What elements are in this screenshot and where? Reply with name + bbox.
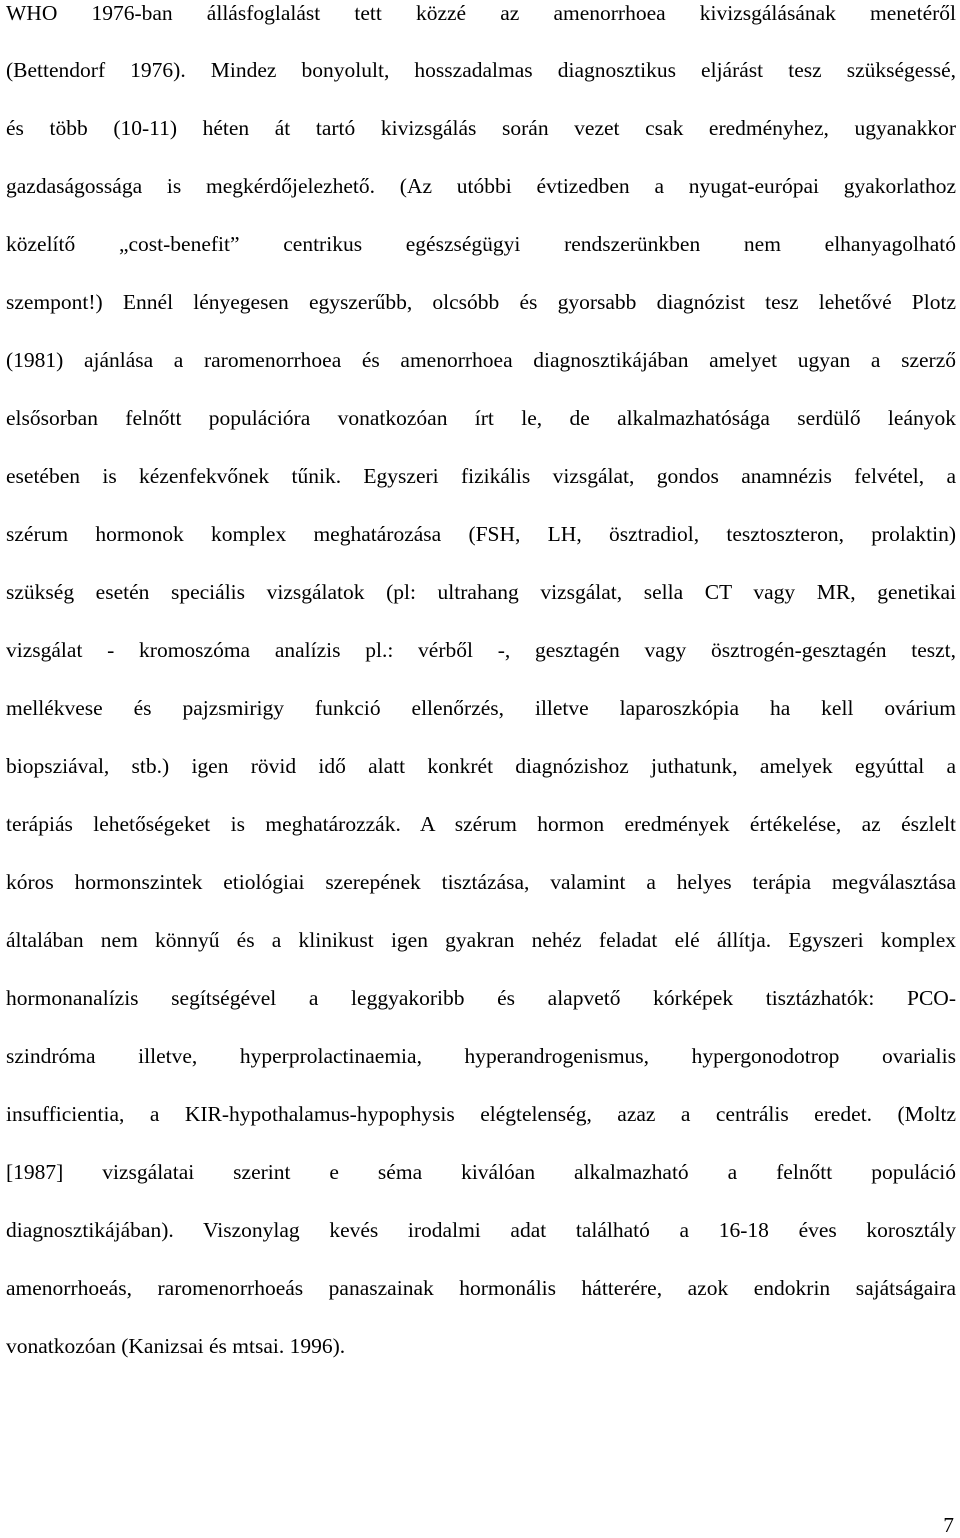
text-line: amenorrhoeás, raromenorrhoeás panaszainak hormonális hátterére, azok endokrin sajátságaira xyxy=(6,1276,956,1300)
text-line: vizsgálat - kromoszóma analízis pl.: vérből -, gesztagén vagy ösztrogén-gesztagén teszt, xyxy=(6,638,956,662)
text-line: esetében is kézenfekvőnek tűnik. Egyszeri fizikális vizsgálat, gondos anamnézis felvétel, a xyxy=(6,464,956,488)
text-line: diagnosztikájában). Viszonylag kevés irodalmi adat található a 16-18 éves korosztály xyxy=(6,1218,956,1242)
text-line: közelítő „cost-benefit” centrikus egészségügyi rendszerünkben nem elhanyagolható xyxy=(6,232,956,256)
text-line: szempont!) Ennél lényegesen egyszerűbb, olcsóbb és gyorsabb diagnózist tesz lehetővé Plotz xyxy=(6,290,956,314)
text-line: vonatkozóan (Kanizsai és mtsai. 1996). xyxy=(6,1334,346,1358)
text-line: (Bettendorf 1976). Mindez bonyolult, hosszadalmas diagnosztikus eljárást tesz szükségessé, xyxy=(6,58,956,82)
text-line: (1981) ajánlása a raromenorrhoea és amenorrhoea diagnosztikájában amelyet ugyan a szerző xyxy=(6,348,956,372)
text-line: mellékvese és pajzsmirigy funkció ellenőrzés, illetve laparoszkópia ha kell ovárium xyxy=(6,696,956,720)
text-line: elsősorban felnőtt populációra vonatkozóan írt le, de alkalmazhatósága serdülő leányok xyxy=(6,406,956,430)
text-line: és több (10-11) héten át tartó kivizsgálás során vezet csak eredményhez, ugyanakkor xyxy=(6,116,956,140)
text-line: szindróma illetve, hyperprolactinaemia, hyperandrogenismus, hypergonodotrop ovarialis xyxy=(6,1044,956,1068)
page-number: 7 xyxy=(943,1513,954,1537)
text-line: kóros hormonszintek etiológiai szerepének tisztázása, valamint a helyes terápia megválasztása xyxy=(6,870,956,894)
text-line: terápiás lehetőségeket is meghatározzák. A szérum hormon eredmények értékelése, az észlelt xyxy=(6,812,956,836)
text-line: hormonanalízis segítségével a leggyakoribb és alapvető kórképek tisztázhatók: PCO- xyxy=(6,986,956,1010)
text-line: szérum hormonok komplex meghatározása (FSH, LH, ösztradiol, tesztoszteron, prolaktin) xyxy=(6,522,956,546)
text-line: WHO 1976-ban állásfoglalást tett közzé az amenorrhoea kivizsgálásának menetéről xyxy=(6,1,956,25)
text-line: insufficientia, a KIR-hypothalamus-hypophysis elégtelenség, azaz a centrális eredet. (Moltz xyxy=(6,1102,956,1126)
text-line: szükség esetén speciális vizsgálatok (pl: ultrahang vizsgálat, sella CT vagy MR, genetikai xyxy=(6,580,956,604)
text-line: gazdaságossága is megkérdőjelezhető. (Az utóbbi évtizedben a nyugat-európai gyakorlathoz xyxy=(6,174,956,198)
text-line: [1987] vizsgálatai szerint e séma kiválóan alkalmazható a felnőtt populáció xyxy=(6,1160,956,1184)
text-line: általában nem könnyű és a klinikust igen gyakran nehéz feladat elé állítja. Egyszeri komplex xyxy=(6,928,956,952)
text-line: biopsziával, stb.) igen rövid idő alatt konkrét diagnózishoz juthatunk, amelyek egyúttal a xyxy=(6,754,956,778)
